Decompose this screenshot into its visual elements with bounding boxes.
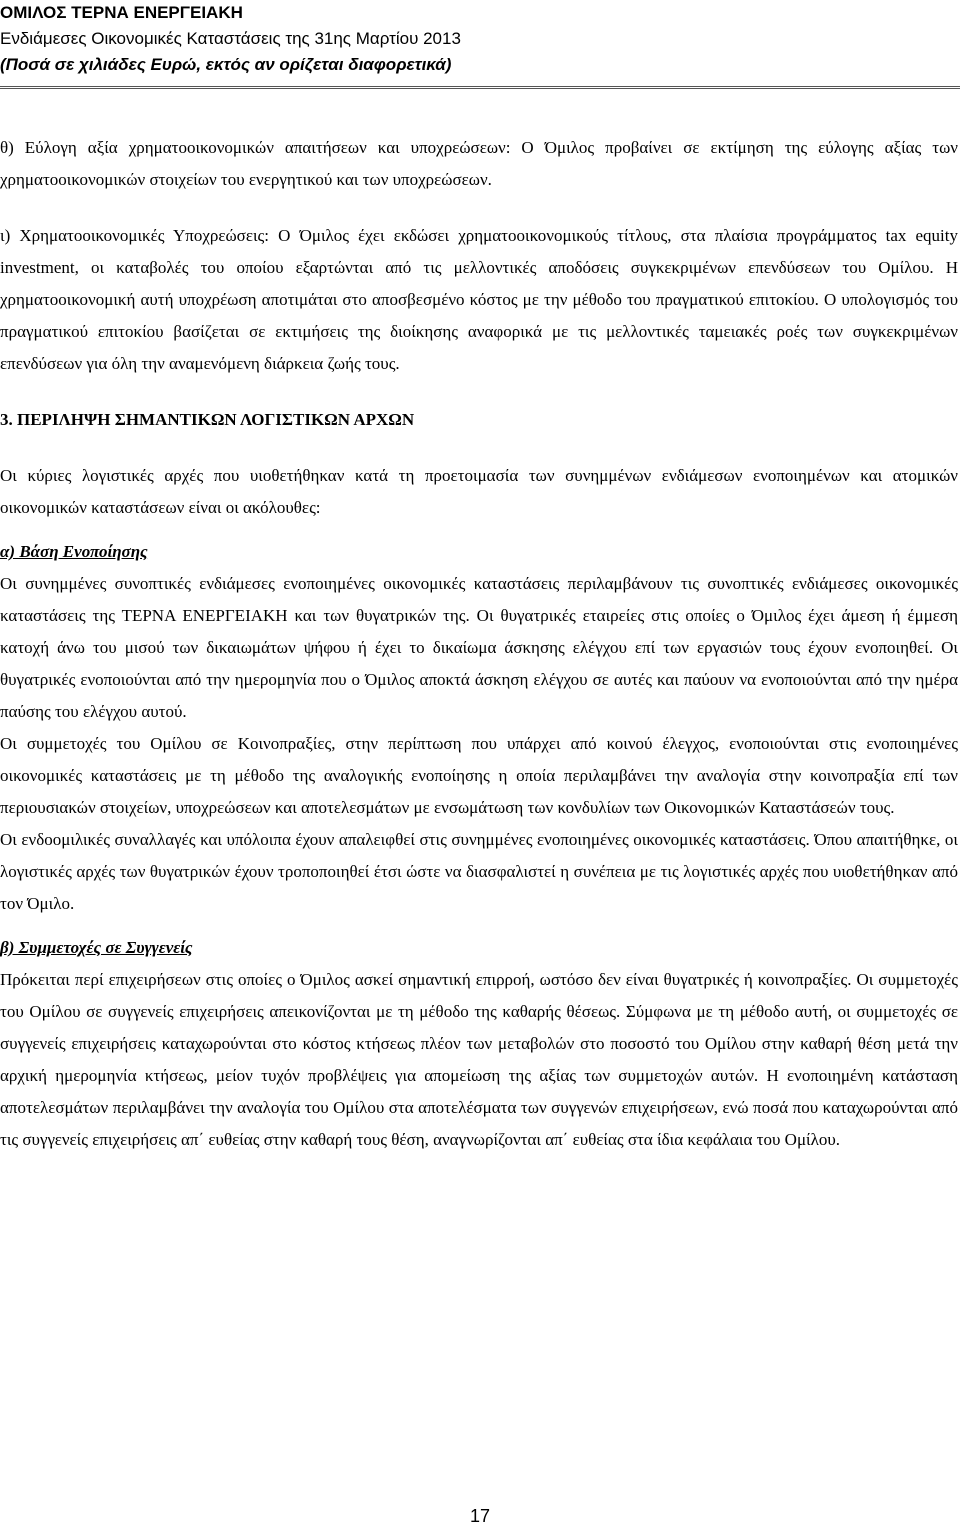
- section-3-intro: Οι κύριες λογιστικές αρχές που υιοθετήθηκαν κατά τη προετοιμασία των συνημμένων ενδιάμεσων ενοποιημένων και ατομικών οικονομικών καταστάσεων είναι οι ακόλουθες:: [0, 466, 958, 517]
- paragraph-associates: Πρόκειται περί επιχειρήσεων στις οποίες ο Όμιλος ασκεί σημαντική επιρροή, ωστόσο δεν είναι θυγατρικές ή κοινοπραξίες. Οι συμμετοχές του Ομίλου σε συγγενείς επιχειρήσεις απεικονίζονται με τη μέθοδο της καθαρής θέσεως. Σύμφωνα με τη μέθοδο αυτή, οι συμμετοχές σε συγγενείς επιχειρήσεις καταχωρούνται στο κόστος κτήσεως πλέον των μεταβολών στο ποσοστό του Ομίλου στην καθαρή θέση μετά την αρχική ημερομηνία κτήσεως, μείον τυχόν προβλέψεις για απομείωση της αξίας των συμμετοχών αυτών. Η ενοποιημένη κατάσταση αποτελεσμάτων περιλαμβάνει την αναλογία του Ομίλου στα αποτελέσματα των συγγενών επιχειρήσεων, ενώ ποσά που καταχωρούνται από τις συγγενείς επιχειρήσεις απ΄ ευθείας στην καθαρή τους θέση, αναγνωρίζονται απ΄ ευθείας στα ίδια κεφάλαια του Ομίλου.: [0, 970, 958, 1149]
- page-header: [0, 0, 960, 78]
- company-name: ΟΜΙΛΟΣ ΤΕΡΝΑ ΕΝΕΡΓΕΙΑΚΗ: [0, 3, 243, 22]
- amounts-note: (Ποσά σε χιλιάδες Ευρώ, εκτός αν ορίζεται διαφορετικά): [0, 55, 452, 74]
- paragraph-consolidation-1: Οι συνημμένες συνοπτικές ενδιάμεσες ενοποιημένες οικονομικές καταστάσεις περιλαμβάνουν τις συνοπτικές ενδιάμεσες οικονομικές καταστάσεις της ΤΕΡΝΑ ΕΝΕΡΓΕΙΑΚΗ και των θυγατρικών της. Οι θυγατρικές εταιρείες στις οποίες ο Όμιλος έχει άμεση ή έμμεση κατοχή άνω του μισού των δικαιωμάτων ψήφου ή έχει το δικαίωμα άσκησης ελέγχου επί των εργασιών τους έχουν ενοποιηθεί. Οι θυγατρικές ενοποιούνται από την ημερομηνία που ο Όμιλος αποκτά άσκηση ελέγχου σε αυτές και παύουν να ενοποιούνται από την ημέρα παύσης του ελέγχου αυτού.: [0, 574, 958, 721]
- section-3-title: 3. ΠΕΡΙΛΗΨΗ ΣΗΜΑΝΤΙΚΩΝ ΛΟΓΙΣΤΙΚΩΝ ΑΡΧΩΝ: [0, 410, 415, 429]
- heading-basis-of-consolidation: α) Βάση Ενοποίησης: [0, 542, 148, 561]
- report-title: Ενδιάμεσες Οικονομικές Καταστάσεις της 31ης Μαρτίου 2013: [0, 29, 461, 48]
- heading-investments-in-associates: β) Συμμετοχές σε Συγγενείς: [0, 938, 193, 957]
- paragraph-iota-financial-liabilities: ι) Χρηματοοικονομικές Υποχρεώσεις: Ο Όμιλος έχει εκδώσει χρηματοοικονομικούς τίτλους, στα πλαίσια προγράμματος tax equity investment, οι καταβολές του οποίου εξαρτώνται από τις μελλοντικές αποδόσεις συγκεκριμένων επενδύσεων του Ομίλου. Η χρηματοοικονομική αυτή υποχρέωση αποτιμάται στο αποσβεσμένο κόστος με την μέθοδο του πραγματικού επιτοκίου. Ο υπολογισμός του πραγματικού επιτοκίου βασίζεται σε εκτιμήσεις της διοίκησης αναφορικά με τις μελλοντικές ταμειακές ροές των συγκεκριμένων επενδύσεων για όλη την αναμενόμενη διάρκεια ζωής τους.: [0, 226, 958, 373]
- header-divider: [0, 86, 960, 89]
- document-body: [0, 132, 958, 1156]
- paragraph-theta-fair-value: θ) Εύλογη αξία χρηματοοικονομικών απαιτήσεων και υποχρεώσεων: Ο Όμιλος προβαίνει σε εκτίμηση της εύλογης αξίας των χρηματοοικονομικών στοιχείων του ενεργητικού και των υποχρεώσεων.: [0, 138, 958, 189]
- paragraph-consolidation-2: Οι συμμετοχές του Ομίλου σε Κοινοπραξίες, στην περίπτωση που υπάρχει από κοινού έλεγχος, ενοποιούνται στις ενοποιημένες οικονομικές καταστάσεις με τη μέθοδο της αναλογικής ενοποίησης η οποία περιλαμβάνει την αναλογία στην κοινοπραξία επί των περιουσιακών στοιχείων, υποχρεώσεων και αποτελεσμάτων με ενσωμάτωση των κονδυλίων των Οικονομικών Καταστάσεών τους.: [0, 734, 958, 817]
- paragraph-consolidation-3: Οι ενδοομιλικές συναλλαγές και υπόλοιπα έχουν απαλειφθεί στις συνημμένες ενοποιημένες οικονομικές καταστάσεις. Όπου απαιτήθηκε, οι λογιστικές αρχές των θυγατρικών έχουν τροποποιηθεί έτσι ώστε να διασφαλιστεί η συνέπεια με τις λογιστικές αρχές που υιοθετήθηκαν από τον Όμιλο.: [0, 830, 958, 913]
- page-number: 17: [469, 1506, 491, 1526]
